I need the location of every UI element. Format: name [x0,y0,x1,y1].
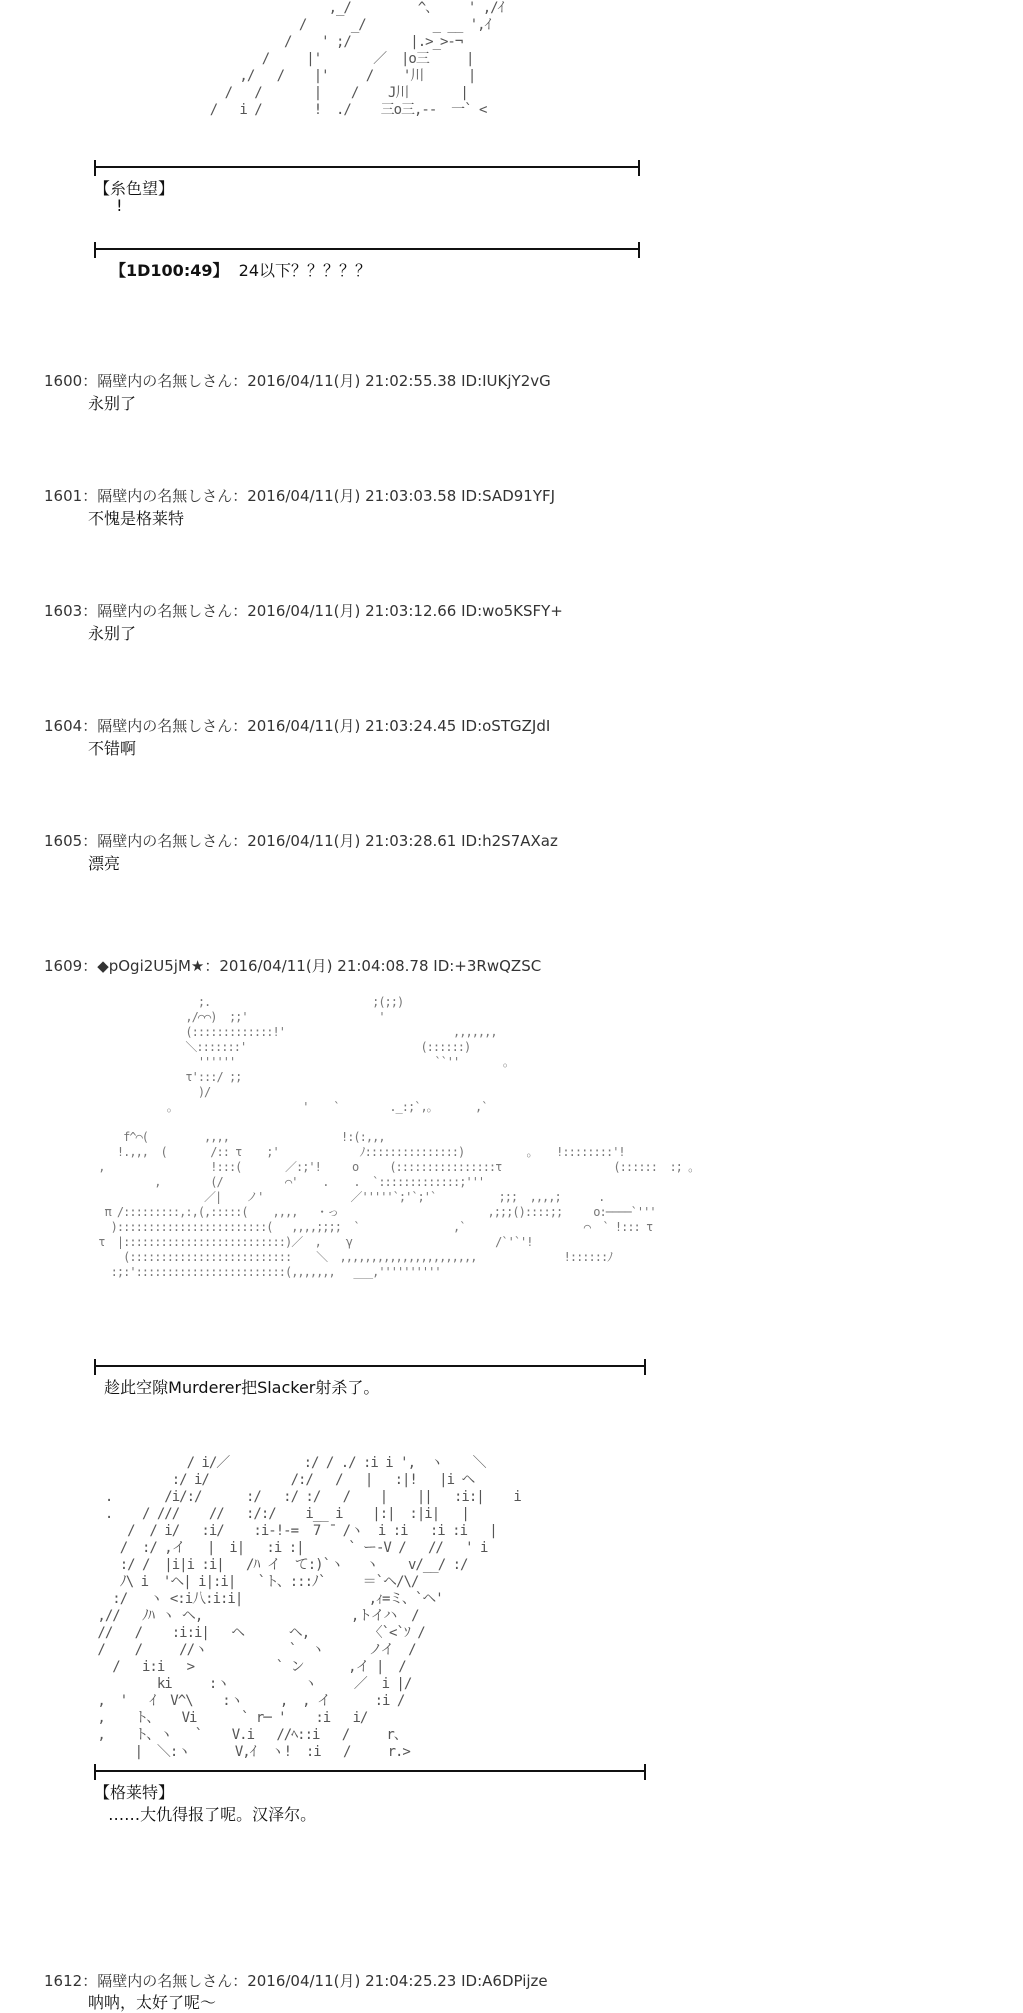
ascii-art-line: ／| ノ' ／'''''`;'`;'` ;;; ,,,,; . [92,1190,605,1204]
ascii-art-middle [92,995,699,1280]
ascii-art-line: ki :ヽ ヽ ／ i |/ [90,1676,412,1692]
scene3-speaker: 【格莱特】 [94,1783,175,1802]
ascii-art-line: / i:i > ` ン ,イ | / [90,1659,406,1675]
ascii-art-line: )::::::::::::::::::::::::( ,,,,;;;; ` ,` ⌒ ` !::: τ [92,1220,653,1234]
post-meta: ：隔壁内の名無しさん：2016/04/11(月) 21:03:12.66 ID:wo5KSFY+ [82,602,563,620]
post-number: 1603 [44,602,83,620]
ascii-art-line: (:::::::::::::::::::::::::: ＼ ,,,,,,,,,,,,,,,,,,,,,, !::::::ﾉ [92,1250,613,1264]
ascii-art-line: . / /// // :/:/ i__ i |:| :|i| | [90,1506,469,1522]
ascii-art-line: ﾉ\ i 'ヘ| i|:i| `ト、:::ﾉ` ＝`ヘ/\/ [90,1574,419,1590]
post-body: 不错啊 [88,739,137,758]
ascii-art-line: ＼:::::::' (::::::) [92,1040,471,1054]
ascii-art-line: !.,,, ( /:: τ ;' ﾉ:::::::::::::::) 。 !::::::::'! [92,1145,625,1159]
ascii-art-top [180,0,504,119]
divider-3 [94,1365,646,1367]
post-header-1612 [44,1970,548,1991]
post-meta: ：隔壁内の名無しさん：2016/04/11(月) 21:03:03.58 ID:SAD91YFJ [82,487,556,505]
post-number: 1609 [44,957,83,975]
dice-line [110,258,371,281]
post-number: 1605 [44,832,83,850]
divider-4 [94,1770,646,1772]
ascii-art-bottom [90,1455,521,1761]
ascii-art-line: π /:::::::::,:,(,:::::( ,,,, ・っ ,;;;()::::;; o:────`''' [92,1205,656,1219]
ascii-art-line: ,// ﾉﾊ ヽ ヘ, ,トイハ / [90,1608,419,1624]
ascii-art-line: :;:'::::::::::::::::::::::::(,,,,,,, ___,'''''''''' [92,1265,441,1279]
ascii-art-line: '''''' ``'' 。 [92,1055,514,1069]
ascii-art-line: ;. ;(;;) [92,995,404,1009]
scene1-speaker: 【糸色望】 [94,179,175,198]
ascii-art-line: | ＼:ヽ V,ｲ ヽ! :i / r.> [90,1744,410,1760]
ascii-art-line: f^⌒( ,,,, !:(:,,, [92,1130,385,1144]
scene3-line: ……大仇得报了呢。汉泽尔。 [98,1805,317,1824]
ascii-art-line: )/ [92,1085,211,1099]
ascii-art-line: / _/ _ __ ',ｲ [180,17,491,33]
post-meta: ：隔壁内の名無しさん：2016/04/11(月) 21:02:55.38 ID:IUKjY2vG [82,372,551,390]
ascii-art-line: ,/⌒⌒) ;;' ' [92,1010,385,1024]
ascii-art-line: / :/ ,イ | i| :i :| ` ー-V / // ' i [90,1540,488,1556]
ascii-art-line: , ト、ヽ ` V.i //ﾍ::i / r、 [90,1727,407,1743]
ascii-art-line: 。 ' ` ._:;`,。 ,` [92,1100,488,1114]
ascii-art-line: / |' ／ |o三 | [180,51,474,67]
post-body: 漂亮 [88,854,121,873]
post-body: 不愧是格莱特 [88,509,185,528]
dice-label: 【1D100:49】 [110,261,229,280]
ascii-art-line: ,/ / |' / '川 | [180,68,476,84]
divider-1 [94,166,640,168]
post-header [44,715,550,736]
ascii-art-line: :/ / |i|i :i| /ﾊ イ て:)`ヽ ヽ v/__/ :/ [90,1557,468,1573]
dice-text: 24以下？？？？？ [238,261,372,280]
post-number: 1612 [44,1972,83,1990]
ascii-art-line: :/ ヽ <:i八:i:i| ,ｨ=ミ、`ヘ' [90,1591,443,1607]
ascii-art-line: / ' ;/ |.>_>‐¬ [180,34,463,50]
ascii-art-line: τ':::/ ;; [92,1070,242,1084]
ascii-art-line: / / | / J川 | [180,85,468,101]
ascii-art-line: . /i/:/ :/ :/ :/ / | || :i:| i [90,1489,521,1505]
post-meta: ：隔壁内の名無しさん：2016/04/11(月) 21:03:24.45 ID:oSTGZJdI [82,717,551,735]
ascii-art-line: , (/ ⌒' . . `:::::::::::::;''' [92,1175,485,1189]
post-meta: ：◆pOgi2U5jM★：2016/04/11(月) 21:04:08.78 ID:+3RwQZSC [82,957,542,975]
ascii-art-line [92,1115,699,1130]
post-header-1609 [44,955,541,976]
ascii-art-line: / i / ! ./ 三o三,-- 一` < [180,102,487,118]
ascii-art-line: , ト、 Vi ` r─ ' :i i/ [90,1710,368,1726]
post-header [44,485,555,506]
post-header [44,600,563,621]
post-number: 1604 [44,717,83,735]
scene1-line: ! [106,196,123,215]
ascii-art-line: / / //ヽ ` ヽ ノイ / [90,1642,416,1658]
post-number: 1601 [44,487,83,505]
ascii-art-line: τ |::::::::::::::::::::::::::)／ , γ /`'`'! [92,1235,533,1249]
ascii-art-line: / i/／ :/ / ./ :i i ', ヽ ＼ [90,1455,486,1471]
ascii-art-line: (:::::::::::::!' ,,,,,,, [92,1025,497,1039]
ascii-art-line: // / :i:i| ヘ ヘ, 〈`<`ｿ / [90,1625,425,1641]
post-meta: ：隔壁内の名無しさん：2016/04/11(月) 21:04:25.23 ID:A6DPijze [82,1972,548,1990]
post-number: 1600 [44,372,83,390]
post-header [44,830,558,851]
ascii-art-line: / / i/ :i/ :i-!-= 7 ̄ /ヽ i :i :i :i | [90,1523,497,1539]
ascii-art-line: , !:::( ／:;'! o (::::::::::::::::τ (:::::: :; 。 [92,1160,700,1174]
post-header [44,370,551,391]
post-body: 永别了 [88,394,137,413]
divider-2 [94,248,640,250]
ascii-art-line: ,_/ ^、 ' ,/ｲ [180,0,504,16]
post-body: 永别了 [88,624,137,643]
ascii-art-line: :/ i/ /:/ / | :|! |i ヘ [90,1472,475,1488]
scene2-caption: 趁此空隙Murderer把Slacker射杀了。 [94,1378,380,1397]
ascii-art-line: , ' ｲ V^\ :ヽ , , イ :i / [90,1693,405,1709]
post-meta: ：隔壁内の名無しさん：2016/04/11(月) 21:03:28.61 ID:h2S7AXaz [82,832,558,850]
post-body-1612: 呐呐，太好了呢～ [88,1993,217,2012]
